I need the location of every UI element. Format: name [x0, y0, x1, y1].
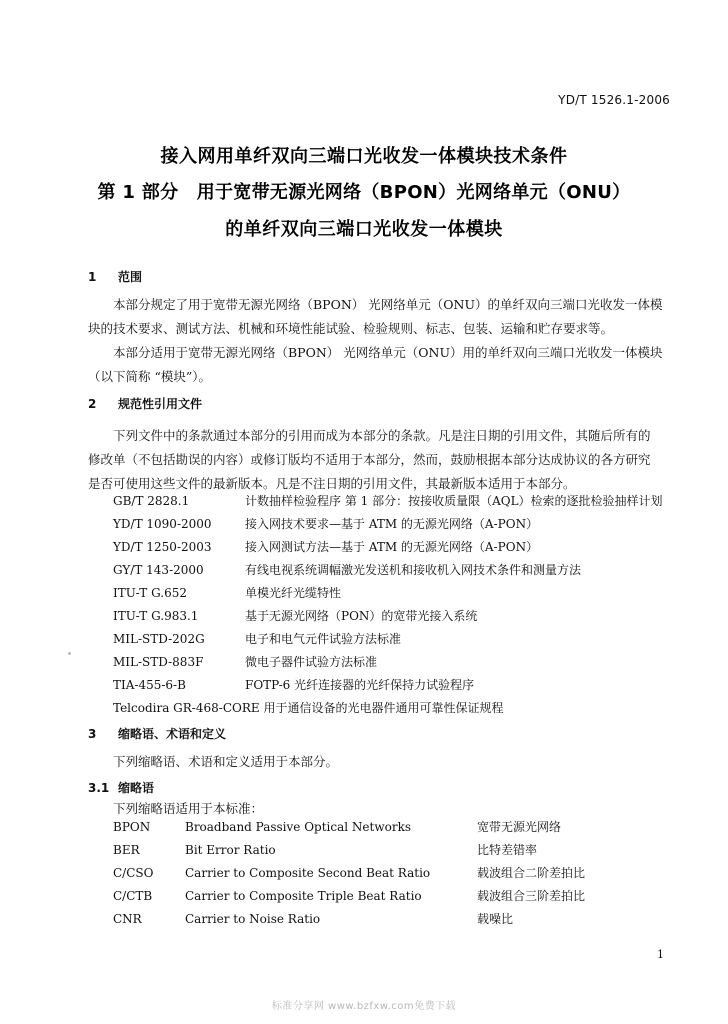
paragraph-line: 下列缩略语适用于本标准：: [113, 801, 264, 816]
reference-code: GY/T 143-2000: [113, 563, 204, 577]
reference-item: [113, 630, 401, 647]
section-title: 范围: [118, 270, 143, 284]
chinese-term: 载波组合三阶差拍比: [477, 889, 586, 903]
paragraph-line: 本部分规定了用于宽带无源光网络（BPON） 光网络单元（ONU）的单纤双向三端口光收发一体模: [113, 297, 663, 312]
abbreviation-row: [113, 864, 585, 881]
reference-item: [113, 561, 581, 578]
title-line-3: 的单纤双向三端口光收发一体模块: [225, 219, 503, 240]
reference-item: [113, 515, 538, 532]
english-term: Carrier to Composite Triple Beat Ratio: [185, 889, 422, 903]
reference-code: Telcodira GR-468-CORE: [113, 701, 260, 715]
english-term: Bit Error Ratio: [185, 843, 276, 857]
reference-title: 计数抽样检验程序 第 1 部分：按接收质量限（AQL）检索的逐批检验抽样计划: [245, 494, 663, 508]
scan-speck: [68, 652, 71, 655]
paragraph-line: 修改单（不包括勘误的内容）或修订版均不适用于本部分，然而，鼓励根据本部分达成协议的各方研究: [88, 452, 651, 467]
abbreviation: BPON: [113, 820, 151, 834]
abbreviation-row: [113, 887, 585, 904]
watermark-footer[interactable]: 标准分享网 www.bzfxw.com免费下载: [271, 1001, 457, 1012]
reference-code: YD/T 1250-2003: [113, 540, 212, 554]
section-number: 2: [88, 397, 97, 411]
subsection-3-1-heading: [88, 779, 154, 796]
reference-title: 微电子器件试验方法标准: [245, 655, 378, 669]
paragraph-line: 下列文件中的条款通过本部分的引用而成为本部分的条款。凡是注日期的引用文件，其随后所有的: [113, 428, 651, 443]
reference-code: ITU-T G.983.1: [113, 609, 199, 623]
section-number: 1: [88, 270, 97, 284]
subsection-title: 缩略语: [118, 781, 155, 795]
reference-code: GB/T 2828.1: [113, 494, 190, 508]
reference-item: [113, 676, 474, 693]
chinese-term: 载噪比: [477, 912, 514, 926]
reference-code: MIL-STD-202G: [113, 632, 205, 646]
abbreviation: CNR: [113, 912, 142, 926]
reference-title: FOTP-6 光纤连接器的光纤保持力试验程序: [245, 678, 475, 692]
abbreviation: C/CTB: [113, 889, 153, 903]
reference-title: 有线电视系统调幅激光发送机和接收机入网技术条件和测量方法: [245, 563, 582, 577]
paragraph-line: 本部分适用于宽带无源光网络（BPON） 光网络单元（ONU）用的单纤双向三端口光收发一体模块: [113, 345, 663, 360]
reference-code: YD/T 1090-2000: [113, 517, 212, 531]
reference-title: 接入网测试方法—基于 ATM 的无源光网络（A-PON）: [245, 540, 539, 554]
chinese-term: 比特差错率: [477, 843, 538, 857]
section-3-heading: [88, 725, 226, 742]
standard-number: YD/T 1526.1-2006: [558, 93, 670, 107]
abbreviation: BER: [113, 843, 140, 857]
reference-code: TIA-455-6-B: [113, 678, 186, 692]
reference-item: [113, 653, 377, 670]
reference-code: MIL-STD-883F: [113, 655, 204, 669]
english-term: Carrier to Noise Ratio: [185, 912, 321, 926]
reference-item: [113, 584, 341, 601]
section-1-heading: [88, 268, 142, 285]
page-number: 1: [657, 948, 664, 961]
abbreviation-row: [113, 910, 513, 927]
paragraph-line: （以下简称 “模块”）。: [88, 369, 212, 384]
title-line-2: 第 1 部分 用于宽带无源光网络（BPON）光网络单元（ONU）: [97, 182, 631, 203]
reference-item: [113, 607, 477, 624]
chinese-term: 载波组合二阶差拍比: [477, 866, 586, 880]
section-title: 规范性引用文件: [118, 397, 203, 411]
reference-title: 用于通信设备的光电器件通用可靠性保证规程: [263, 701, 504, 715]
english-term: Carrier to Composite Second Beat Ratio: [185, 866, 431, 880]
section-2-heading: [88, 395, 202, 412]
subsection-number: 3.1: [88, 781, 110, 795]
section-title: 缩略语、术语和定义: [118, 727, 227, 741]
section-number: 3: [88, 727, 97, 741]
reference-title: 基于无源光网络（PON）的宽带光接入系统: [245, 609, 478, 623]
reference-title: 单模光纤光缆特性: [245, 586, 342, 600]
paragraph-line: 下列缩略语、术语和定义适用于本部分。: [113, 754, 339, 769]
reference-item: [113, 699, 503, 716]
reference-code: ITU-T G.652: [113, 586, 187, 600]
paragraph-line: 是否可使用这些文件的最新版本。凡是不注日期的引用文件，其最新版本适用于本部分。: [88, 476, 576, 491]
reference-title: 电子和电气元件试验方法标准: [245, 632, 402, 646]
abbreviation: C/CSO: [113, 866, 154, 880]
reference-item: [113, 538, 538, 555]
abbreviation-row: [113, 841, 537, 858]
english-term: Broadband Passive Optical Networks: [185, 820, 412, 834]
chinese-term: 宽带无源光网络: [477, 820, 562, 834]
abbreviation-row: [113, 818, 561, 835]
reference-item: [113, 492, 663, 509]
paragraph-line: 块的技术要求、测试方法、机械和环境性能试验、检验规则、标志、包装、运输和贮存要求等。: [88, 321, 614, 336]
title-line-1: 接入网用单纤双向三端口光收发一体模块技术条件: [160, 146, 568, 167]
reference-title: 接入网技术要求—基于 ATM 的无源光网络（A-PON）: [245, 517, 539, 531]
